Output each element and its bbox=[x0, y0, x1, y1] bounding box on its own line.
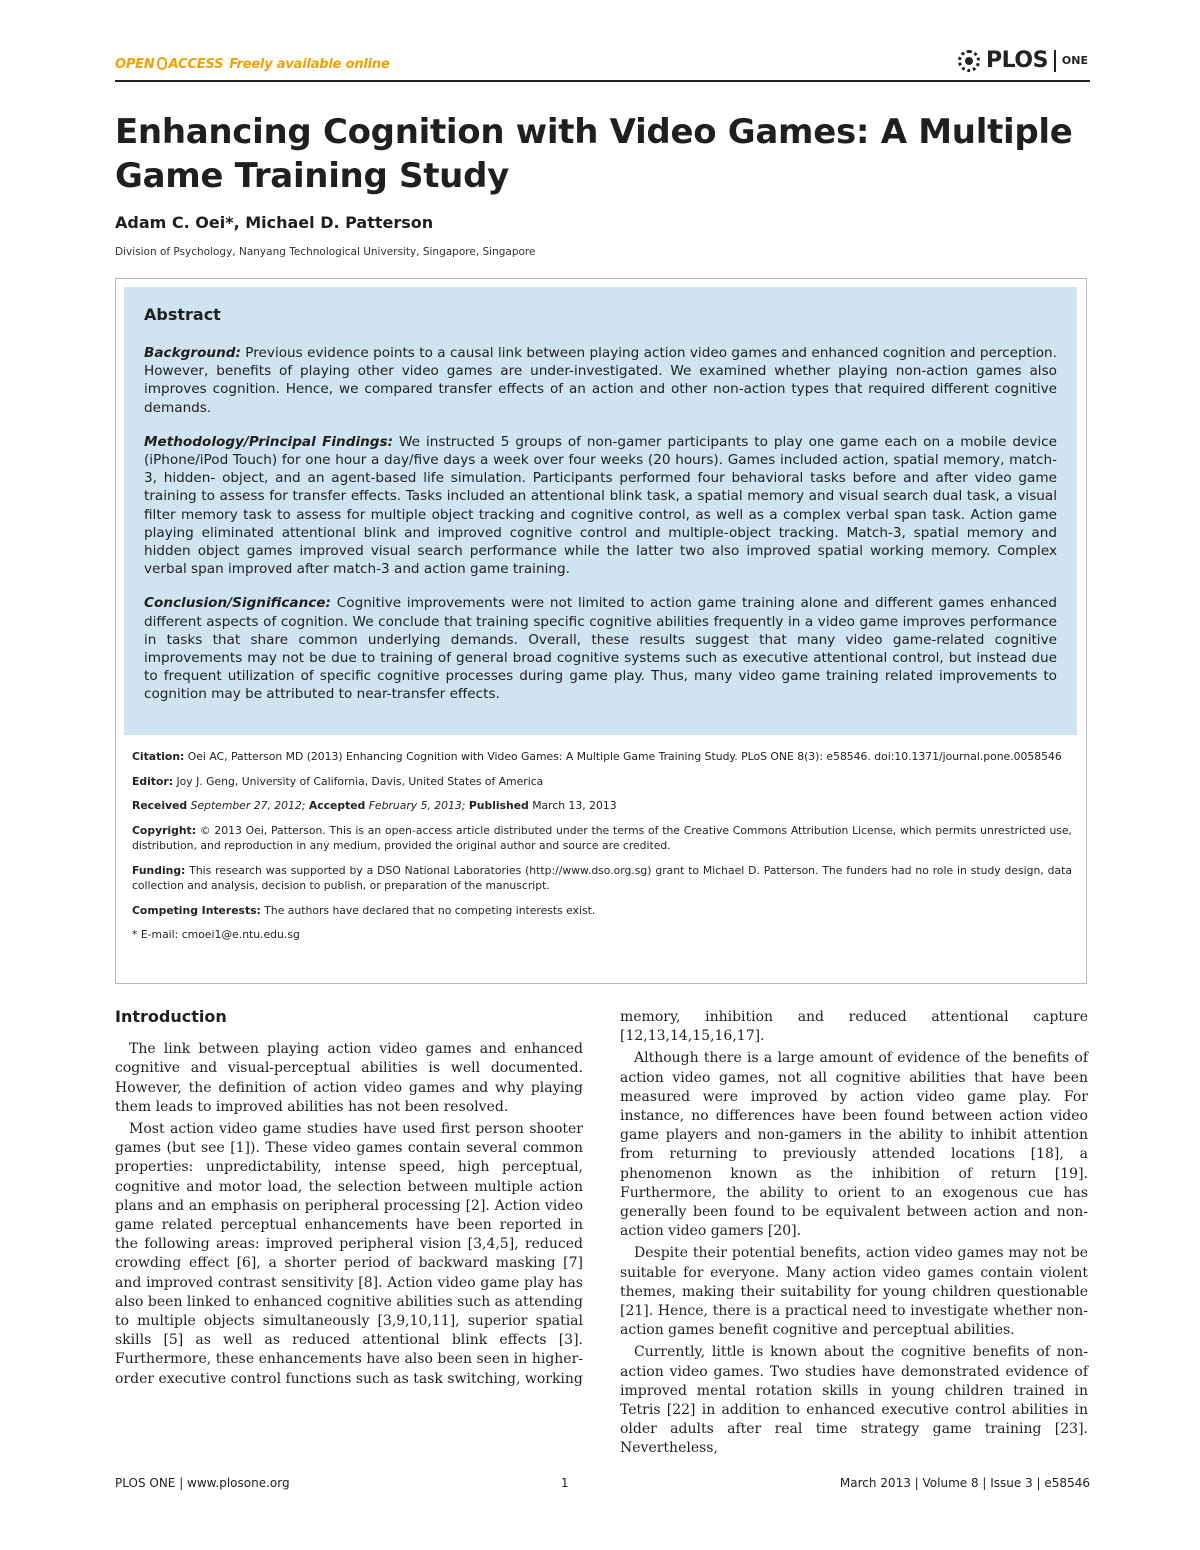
body-column-right bbox=[620, 1008, 1088, 1462]
abstract-heading: Abstract bbox=[144, 305, 221, 324]
oa-open-label: OPEN bbox=[115, 57, 155, 72]
abstract-background bbox=[144, 344, 1057, 417]
conclusion-text: Cognitive improvements were not limited to action game training alone and different games enhanced different aspects of cognition. We conclude that training specific cognitive abilities frequently in a video game improves performance in tasks that share common underlying demands. Overall, these results suggest that many video game-related cognitive improvements may not be due to training of general broad cognitive systems such as executive attentional control, but instead due to frequent utilization of specific cognitive processes during game play. Thus, many video game training related improvements to cognition may be attributed to near-transfer effects. bbox=[144, 595, 1057, 703]
citation-label: Citation: bbox=[132, 750, 185, 763]
background-lead: Background: bbox=[144, 345, 241, 361]
background-text: Previous evidence points to a causal link between playing action video games and enhanced cognition and perception. However, benefits of playing other video games are under-investigated. We examined whether playing non-action games also improves cognition. Hence, we compared transfer effects of an action and other non-action types that required different cognitive demands. bbox=[144, 345, 1057, 416]
published-date: March 13, 2013 bbox=[528, 799, 617, 812]
oa-free-label: Freely available online bbox=[229, 57, 390, 72]
copyright-text: © 2013 Oei, Patterson. This is an open-access article distributed under the terms of the Creative Commons Attribution License, which permits unrestricted use, distribution, and reproduction in any medium, provided the original author and source are credited. bbox=[132, 823, 1072, 852]
editor-text: Joy J. Geng, University of California, Davis, United States of America bbox=[173, 774, 544, 788]
footer-journal: PLOS ONE | www.plosone.org bbox=[115, 1476, 290, 1490]
dates bbox=[132, 798, 1072, 814]
body-paragraph: memory, inhibition and reduced attentional capture [12,13,14,15,16,17]. bbox=[620, 1009, 1088, 1045]
accepted-date: February 5, 2013; bbox=[365, 799, 469, 812]
copyright-label: Copyright: bbox=[132, 823, 197, 837]
logo-word: PLOS bbox=[986, 48, 1048, 73]
logo-one: ONE bbox=[1061, 54, 1088, 67]
introduction-heading: Introduction bbox=[115, 1007, 227, 1026]
page-footer bbox=[115, 1476, 1090, 1490]
methods-lead: Methodology/Principal Findings: bbox=[144, 433, 394, 450]
abstract-panel bbox=[124, 287, 1077, 735]
conclusion-lead: Conclusion/Significance: bbox=[144, 595, 331, 612]
body-paragraph: The link between playing action video games and enhanced cognitive and visual-perceptual abilities is well documented. However, the definition of action video games and why playing them leads to improved abilities has not been resolved. bbox=[115, 1041, 583, 1115]
body-paragraph: Although there is a large amount of evidence of the benefits of action video games, not all cognitive abilities that have been measured were improved by action video game play. For instance, no differences have been found between action video game players and non-gamers in the ability to inhibit attention from returning to previously attended locations [18], a phenomenon known as the inhibition of return [19]. Furthermore, the ability to orient to an exogenous cue has generally been found to be equivalent between action and non-action video gamers [20]. bbox=[620, 1050, 1088, 1240]
body-paragraph: Currently, little is known about the cognitive benefits of non-action video games. Two studies have demonstrated evidence of improved mental rotation skills in young children trained in Tetris [22] in addition to enhanced executive control abilities in older adults after real time strategy game training [23]. Nevertheless, bbox=[620, 1344, 1088, 1457]
header-rule bbox=[115, 80, 1090, 82]
oa-access-label: ACCESS bbox=[168, 57, 224, 72]
article-metadata bbox=[132, 749, 1072, 952]
editor-label: Editor: bbox=[132, 774, 174, 788]
abstract-box bbox=[115, 278, 1087, 984]
body-column-left bbox=[115, 1005, 583, 1392]
editor bbox=[132, 774, 1072, 790]
plos-sun-icon bbox=[958, 50, 980, 72]
published-label: Published bbox=[468, 799, 529, 812]
logo-separator bbox=[1054, 50, 1056, 72]
received-date: September 27, 2012; bbox=[187, 799, 309, 812]
email: * E-mail: cmoei1@e.ntu.edu.sg bbox=[132, 928, 300, 941]
footer-issue: March 2013 | Volume 8 | Issue 3 | e58546 bbox=[839, 1476, 1090, 1490]
copyright bbox=[132, 823, 1072, 854]
abstract-methods bbox=[144, 433, 1057, 579]
competing-label: Competing Interests: bbox=[132, 903, 261, 917]
funding-label: Funding: bbox=[132, 863, 186, 877]
citation bbox=[132, 749, 1072, 765]
citation-text: Oei AC, Patterson MD (2013) Enhancing Cognition with Video Games: A Multiple Game Training Study. PLoS ONE 8(3): e58546. doi:10.1371/journal.pone.0058546 bbox=[184, 750, 1062, 763]
affiliation: Division of Psychology, Nanyang Technological University, Singapore, Singapore bbox=[115, 246, 536, 258]
body-paragraph: Despite their potential benefits, action video games may not be suitable for everyone. Many action video games contain violent themes, making their suitability for young children questionable [21]. Hence, there is a practical need to investigate whether non-action games benefit cognitive and perceptual abilities. bbox=[620, 1245, 1088, 1339]
body-paragraph: Most action video game studies have used first person shooter games (but see [1]). These video games contain several common properties: unpredictability, intense speed, high perceptual, cognitive and motor load, the selection between multiple action plans and an emphasis on peripheral processing [2]. Action video game related perceptual enhancements have been reported in the following areas: improved peripheral vision [3,4,5], reduced crowding effect [6], a shorter period of backward masking [7] and improved contrast sensitivity [8]. Action video game play has also been linked to enhanced cognitive abilities such as attending to multiple objects simultaneously [3,9,10,11], superior spatial skills [5] as well as reduced attentional blink effects [3]. Furthermore, these enhancements have also been seen in higher-order executive control functions such as task switching, working bbox=[115, 1121, 583, 1387]
abstract-conclusion bbox=[144, 594, 1057, 703]
authors: Adam C. Oei*, Michael D. Patterson bbox=[115, 213, 434, 232]
received-label: Received bbox=[132, 799, 188, 812]
plos-one-logo bbox=[958, 48, 1088, 73]
open-access-banner bbox=[115, 57, 390, 72]
competing-interests bbox=[132, 903, 1072, 919]
funding bbox=[132, 863, 1072, 894]
competing-text: The authors have declared that no competing interests exist. bbox=[260, 903, 596, 917]
accepted-label: Accepted bbox=[308, 799, 366, 812]
page-number: 1 bbox=[560, 1476, 569, 1490]
funding-text: This research was supported by a DSO National Laboratories (http://www.dso.org.sg) grant to Michael D. Patterson. The funders had no role in study design, data collection and analysis, decision to publish, or preparation of the manuscript. bbox=[132, 863, 1072, 892]
article-title: Enhancing Cognition with Video Games: A Multiple Game Training Study bbox=[115, 112, 1073, 196]
methods-text: We instructed 5 groups of non-gamer participants to play one game each on a mobile device (iPhone/iPod Touch) for one hour a day/five days a week over four weeks (20 hours). Games included action, spatial memory, match-3, hidden- object, and an agent-based life simulation. Participants performed four behavioral tasks before and after video game training to assess for transfer effects. Tasks included an attentional blink task, a spatial memory and visual search dual task, a visual filter memory task to assess for multiple object tracking and cognitive control, as well as a complex verbal span task. Action game playing eliminated attentional blink and improved cognitive control and multiple-object tracking. Match-3, spatial memory and hidden object games improved visual search performance while the latter two also improved spatial working memory. Complex verbal span improved after match-3 and action game training. bbox=[144, 433, 1058, 578]
lock-icon bbox=[157, 57, 167, 70]
